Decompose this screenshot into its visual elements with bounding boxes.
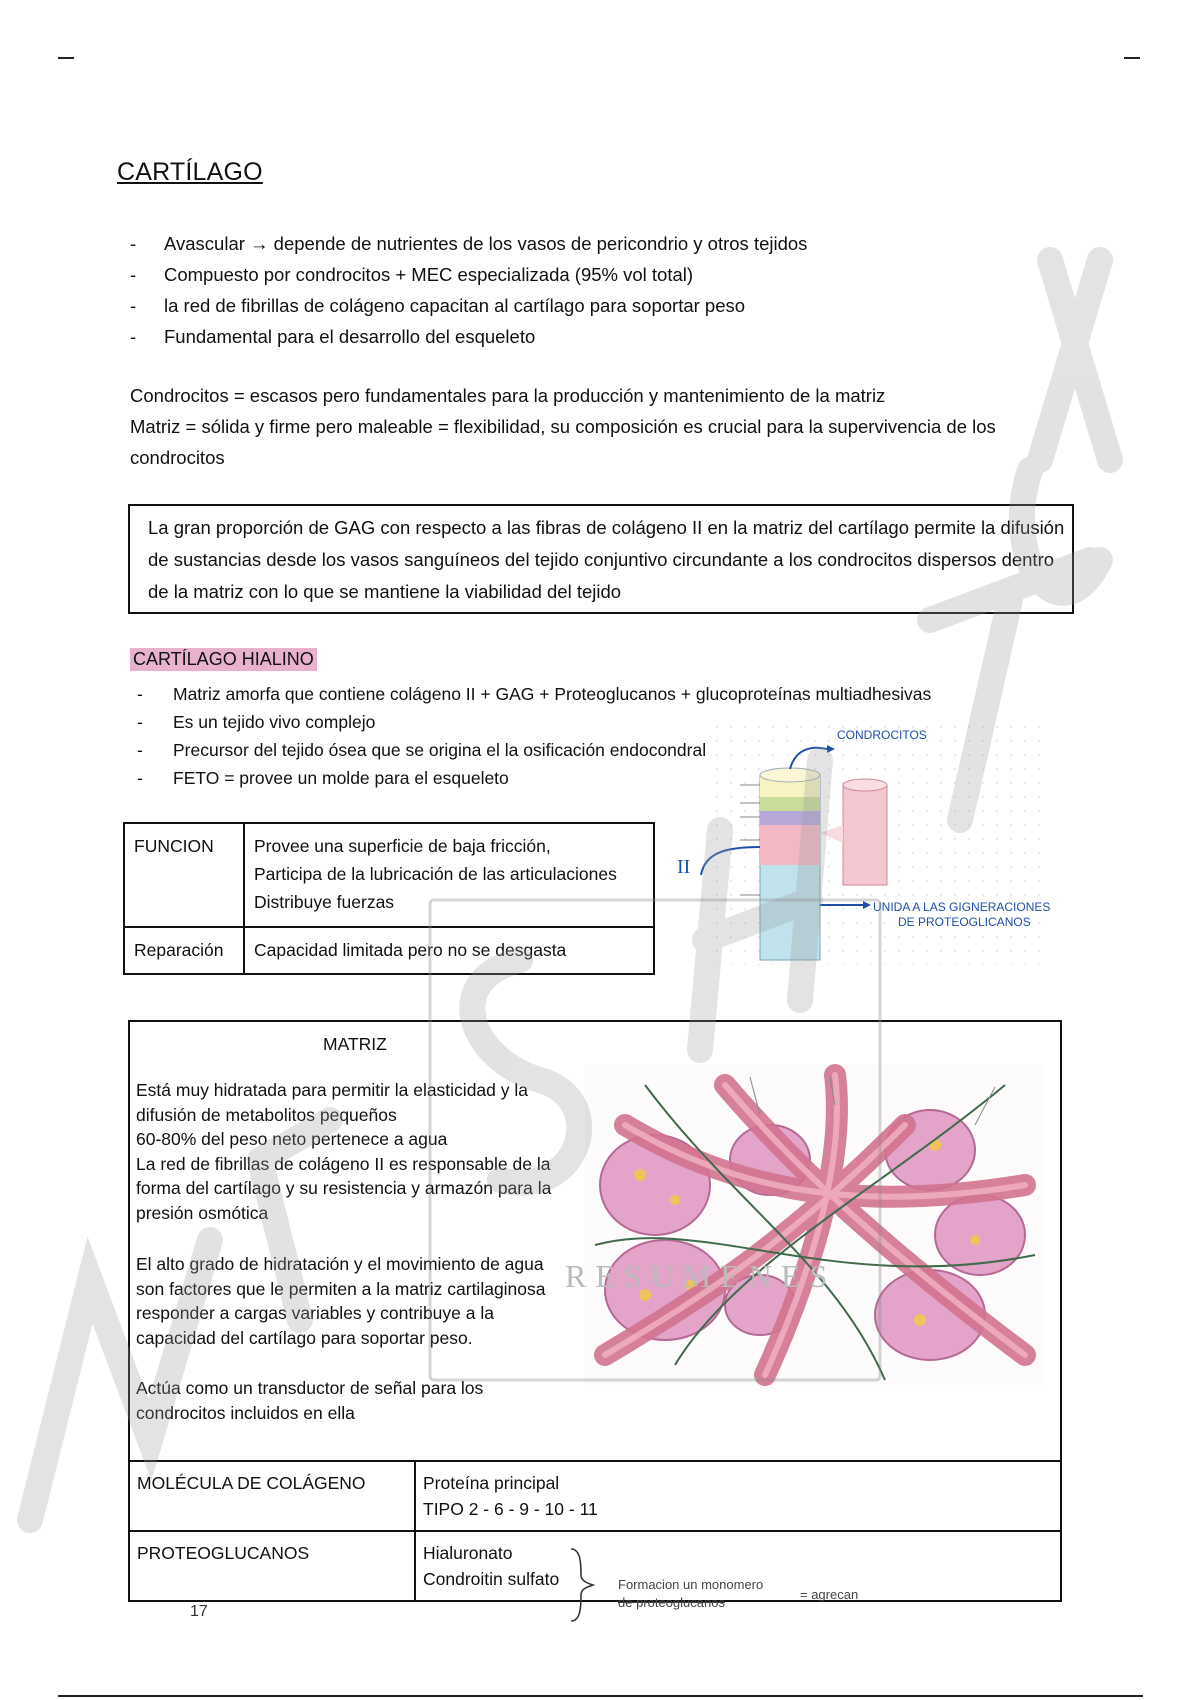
table-row <box>124 927 654 974</box>
list-item: - Matriz amorfa que contiene colágeno II + GAG + Proteoglucanos + glucoproteínas multiadhesivas <box>137 680 931 708</box>
table-cell-line: Participa de la lubricación de las articulaciones <box>254 864 617 884</box>
table-cell-line: TIPO 2 - 6 - 9 - 10 - 11 <box>423 1499 598 1519</box>
list-item: - Avascular → depende de nutrientes de los vasos de pericondrio y otros tejidos <box>130 228 807 259</box>
table-cell-label: PROTEOGLUCANOS <box>129 1531 415 1601</box>
page-number: 17 <box>190 1603 208 1620</box>
table-cell-line: Capacidad limitada pero no se desgasta <box>254 940 567 961</box>
table-cell-label: MOLÉCULA DE COLÁGENO <box>129 1461 415 1531</box>
watermark-label: RESUMENES <box>565 1258 837 1294</box>
table-row <box>124 823 654 927</box>
list-item: - Compuesto por condrocitos + MEC especializada (95% vol total) <box>130 259 807 290</box>
list-item: - la red de fibrillas de colágeno capacitan al cartílago para soportar peso <box>130 290 807 321</box>
cartilage-matrix-illustration <box>585 1065 1045 1385</box>
matrix-paragraph-3 <box>136 1376 576 1425</box>
text-line: 60-80% del peso neto pertenece a agua <box>136 1129 448 1149</box>
text-line: forma del cartílago y su resistencia y armazón para la <box>136 1178 552 1198</box>
table-cell-value <box>244 927 654 974</box>
table-cell-line: Hialuronato <box>423 1543 513 1563</box>
annotation-proteoglicanos: DE PROTEOGLICANOS <box>898 915 1031 929</box>
list-item: - Fundamental para el desarrollo del esqueleto <box>130 321 807 352</box>
definition-matriz: Matriz = sólida y firme pero maleable = flexibilidad, su composición es crucial para la supervivencia de los condrocitos <box>130 416 996 468</box>
definition-condrocitos: Condrocitos = escasos pero fundamentales para la producción y mantenimiento de la matriz <box>130 385 886 406</box>
section-title-hialino: CARTÍLAGO HIALINO <box>130 648 317 671</box>
table-cell-line: Distribuye fuerzas <box>254 892 395 912</box>
annotation-roman-numeral: II <box>677 856 691 878</box>
text-line: responder a cargas variables y contribuye a la <box>136 1303 494 1323</box>
table-cell-line: Condroitin sulfato <box>423 1569 560 1589</box>
annotation-condrocitos: CONDROCITOS <box>837 728 927 742</box>
page-title: CARTÍLAGO <box>117 158 263 186</box>
table-cell-value <box>415 1461 1061 1531</box>
table-cell-label: FUNCION <box>124 823 244 927</box>
highlight-box: La gran proporción de GAG con respecto a las fibras de colágeno II en la matriz del cartílago permite la difusión de sustancias desde los vasos sanguíneos del tejido conjuntivo circundante a los condrocitos dispersos dentro de la matriz con lo que se mantiene la viabilidad del tejido <box>128 504 1074 614</box>
matrix-title: MATRIZ <box>323 1034 387 1054</box>
page-corner-mark-right <box>1124 57 1140 59</box>
table-cell-value <box>244 823 654 927</box>
page-bottom-rule <box>58 1695 1143 1697</box>
table-cell-label: Reparación <box>124 927 244 974</box>
text-line: difusión de metabolitos pequeños <box>136 1104 397 1125</box>
text-line: Actúa como un transductor de señal para los <box>136 1378 484 1398</box>
table-cell-line: Proteína principal <box>423 1473 560 1493</box>
intro-bullet-list <box>130 228 807 352</box>
text-line: El alto grado de hidratación y el movimiento de agua <box>136 1254 544 1274</box>
page-corner-mark-left <box>58 57 74 59</box>
annotation-unida: UNIDA A LAS GIGNERACIONES <box>873 900 1051 914</box>
text-line: presión osmótica <box>136 1202 269 1223</box>
curly-brace-icon <box>567 1545 597 1625</box>
note-agrecan: = agrecan <box>800 1587 859 1602</box>
matrix-paragraph-1 <box>136 1078 576 1225</box>
text-line: capacidad del cartílago para soportar peso. <box>136 1327 473 1348</box>
matrix-paragraph-2 <box>136 1252 576 1350</box>
table-cell-line: Provee una superficie de baja fricción, <box>254 836 551 856</box>
text-line: Está muy hidratada para permitir la elasticidad y la <box>136 1080 528 1100</box>
note-monomero: Formacion un monomero <box>618 1577 764 1592</box>
list-item: - Es un tejido vivo complejo <box>137 708 931 736</box>
hialino-function-table <box>123 822 655 975</box>
table-row <box>129 1461 1061 1531</box>
list-item: - FETO = provee un molde para el esqueleto <box>137 764 931 792</box>
note-proteoglucanos: de proteoglucanos <box>618 1595 725 1610</box>
text-line: condrocitos incluidos en ella <box>136 1402 355 1423</box>
list-item: - Precursor del tejido ósea que se origina el la osificación endocondral <box>137 736 931 764</box>
text-line: La red de fibrillas de colágeno II es responsable de la <box>136 1153 551 1174</box>
text-line: son factores que le permiten a la matriz cartilaginosa <box>136 1278 546 1299</box>
composition-cylinder-diagram <box>677 725 1051 965</box>
